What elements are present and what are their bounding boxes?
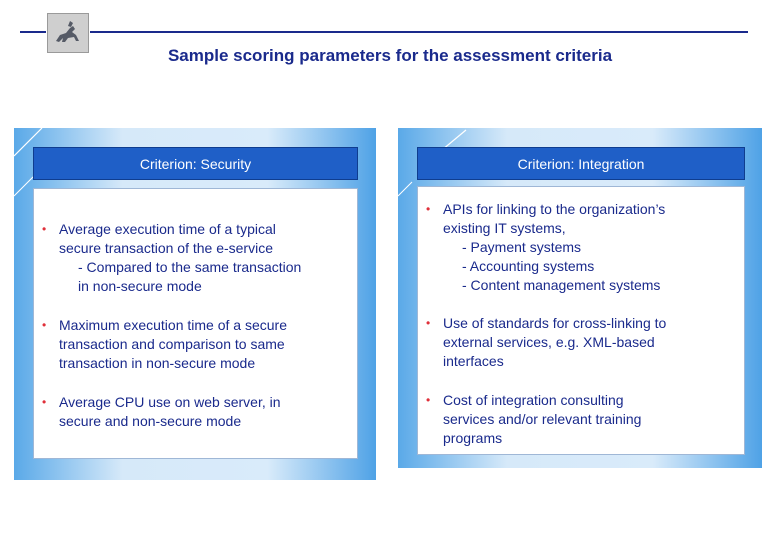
list-item-text: Use of standards for cross-linking to [443,315,667,331]
security-header [33,147,358,180]
list-item-text: interfaces [443,353,504,369]
list-item-text: Cost of integration consulting [443,392,624,408]
header-rule-left [20,31,46,33]
list-item-text: existing IT systems, [443,220,566,236]
header-rule-right [90,31,748,33]
list-item-text: transaction in non-secure mode [59,355,256,371]
list-item [42,393,351,431]
list-item [426,314,738,371]
list-item-text: programs [443,430,503,446]
list-item-text: transaction and comparison to same [59,336,285,352]
bullet-icon: • [42,318,47,332]
list-subitem-text: - Content management systems [462,277,661,293]
list-item-text: secure and non-secure mode [59,413,242,429]
integration-panel [398,128,762,468]
integration-header-label: Criterion: Integration [517,155,645,172]
bullet-icon: • [426,316,431,330]
list-item-text: Average CPU use on web server, in [59,394,281,410]
list-item-text: services and/or relevant training [443,411,642,427]
list-item [42,316,351,373]
security-panel [14,128,376,480]
list-item-text: Average execution time of a typical [59,221,276,237]
list-item-text: external services, e.g. XML-based [443,334,655,350]
bullet-icon: • [42,222,47,236]
list-item-text: APIs for linking to the organization’s [443,201,666,217]
integration-header [417,147,745,180]
security-content [33,188,358,459]
bullet-icon: • [426,393,431,407]
list-subitem-text: - Compared to the same transaction [78,259,302,275]
bullet-icon: • [426,202,431,216]
list-item-text: secure transaction of the e-service [59,240,273,256]
list-item [426,200,738,295]
list-subitem-text: - Payment systems [462,239,582,255]
security-header-label: Criterion: Security [139,155,252,172]
page-title: Sample scoring parameters for the assessment criteria [167,46,613,65]
list-item-text: Maximum execution time of a secure [59,317,287,333]
bullet-icon: • [42,395,47,409]
list-subitem-text: in non-secure mode [78,278,202,294]
integration-content [417,186,745,455]
list-item [42,220,351,296]
list-item [426,391,738,448]
list-subitem-text: - Accounting systems [462,258,595,274]
